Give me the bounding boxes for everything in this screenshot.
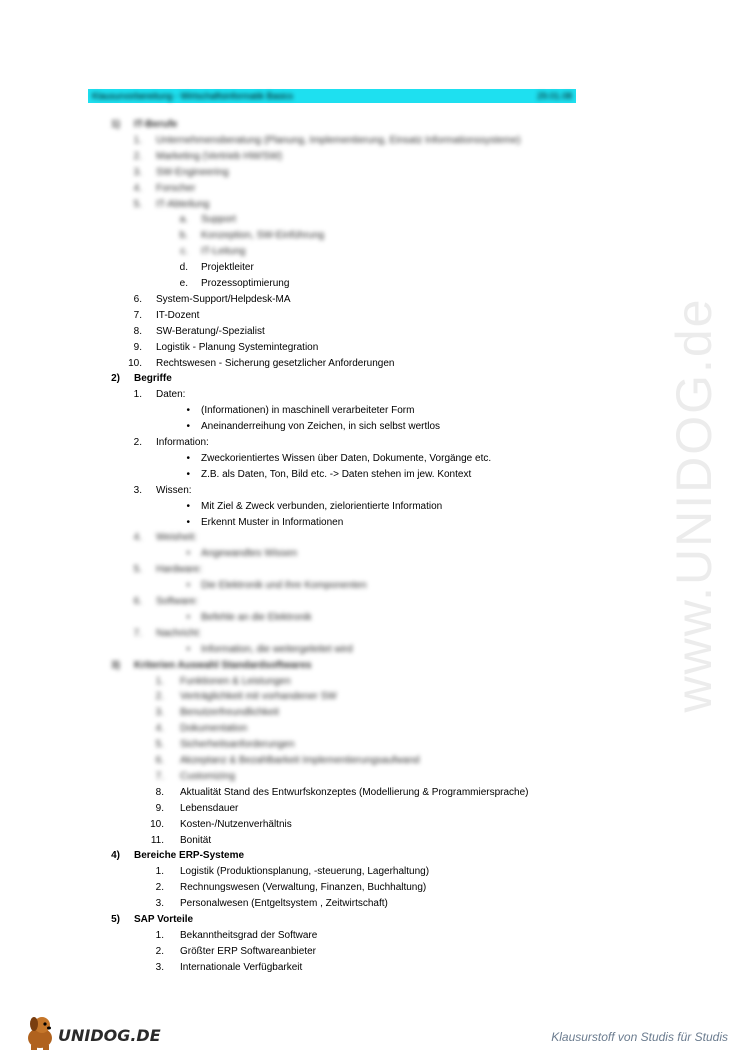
list-number: 8. bbox=[155, 786, 164, 798]
list-text: Mit Ziel & Zweck verbunden, zielorientierte Information bbox=[201, 500, 443, 512]
list-number: 5. bbox=[133, 198, 142, 210]
list-text: Verträglichkeit mit vorhandener SW bbox=[180, 691, 337, 703]
list-number: 3. bbox=[155, 961, 164, 973]
bullet-icon: • bbox=[186, 500, 190, 512]
list-number: 11. bbox=[150, 834, 164, 846]
list-text: Dokumentation bbox=[180, 723, 248, 735]
list-text: Daten: bbox=[156, 389, 186, 401]
document-header-bar bbox=[88, 89, 576, 103]
list-number: 9. bbox=[155, 802, 164, 814]
list-text: Rechnungswesen (Verwaltung, Finanzen, Buchhaltung) bbox=[180, 882, 427, 894]
list-number: c. bbox=[180, 246, 188, 258]
bullet-icon: • bbox=[186, 580, 190, 592]
list-text: Akzeptanz & Bezahlbarkeit Implementierungsaufwand bbox=[180, 755, 420, 766]
list-number: 1) bbox=[111, 119, 120, 130]
list-text: Rechtswesen - Sicherung gesetzlicher Anforderungen bbox=[156, 357, 395, 369]
list-number: 3. bbox=[155, 898, 164, 910]
list-number: 7. bbox=[155, 770, 164, 782]
list-text: Z.B. als Daten, Ton, Bild etc. -> Daten stehen im jew. Kontext bbox=[201, 468, 472, 480]
document-title: Klausurvorbereitung - Wirtschaftsinformatik Basics bbox=[92, 91, 294, 101]
bullet-icon: • bbox=[186, 611, 190, 623]
list-number: 6. bbox=[155, 755, 164, 766]
list-text: Forscher bbox=[156, 182, 196, 194]
list-number: 1. bbox=[155, 929, 164, 941]
list-text: Personalwesen (Entgeltsystem , Zeitwirtschaft) bbox=[180, 898, 388, 910]
list-text: IT-Dozent bbox=[156, 309, 200, 321]
list-text: System-Support/Helpdesk-MA bbox=[156, 293, 291, 305]
list-number: 10. bbox=[128, 357, 142, 369]
list-number: 4. bbox=[133, 532, 142, 544]
list-number: 2. bbox=[155, 945, 164, 957]
bullet-icon: • bbox=[186, 468, 190, 480]
list-text: SW-Engineering bbox=[156, 166, 229, 178]
bullet-icon: • bbox=[186, 405, 190, 417]
list-text: Befehle an die Elektronik bbox=[201, 611, 312, 623]
list-text: Logistik - Planung Systemintegration bbox=[156, 341, 319, 353]
bullet-icon: • bbox=[186, 421, 190, 433]
list-number: 4) bbox=[111, 850, 120, 862]
list-number: 5. bbox=[133, 564, 142, 576]
list-text: Wissen: bbox=[156, 484, 192, 496]
list-text: Kosten-/Nutzenverhältnis bbox=[180, 818, 292, 830]
list-text: Benutzerfreundlichkeit bbox=[180, 707, 279, 719]
list-number: 4. bbox=[133, 182, 142, 194]
list-number: 7. bbox=[133, 309, 142, 321]
list-text: Hardware: bbox=[156, 564, 203, 576]
list-number: 7. bbox=[133, 627, 142, 639]
list-number: 3. bbox=[155, 707, 164, 719]
list-text: Projektleiter bbox=[201, 262, 254, 274]
list-text: SW-Beratung/-Spezialist bbox=[156, 325, 265, 337]
list-text: IT-Berufe bbox=[134, 119, 178, 130]
list-text: Aneinanderreihung von Zeichen, in sich selbst wertlos bbox=[201, 421, 441, 433]
list-text: Konzeption, SW-Einführung bbox=[201, 230, 325, 242]
list-text: IT-Abteilung bbox=[156, 198, 210, 210]
list-number: a. bbox=[179, 214, 188, 226]
list-text: Logistik (Produktionsplanung, -steuerung, Lagerhaltung) bbox=[180, 866, 430, 878]
list-text: Support bbox=[201, 214, 237, 226]
list-number: 6. bbox=[133, 596, 142, 607]
list-text: Aktualität Stand des Entwurfskonzeptes (Modellierung & Programmiersprache) bbox=[180, 786, 529, 798]
list-text: Prozessoptimierung bbox=[201, 278, 290, 289]
list-text: Zweckorientiertes Wissen über Daten, Dokumente, Vorgänge etc. bbox=[201, 452, 492, 464]
watermark: www.UNIDOG.de bbox=[666, 297, 722, 713]
list-number: 3. bbox=[133, 484, 142, 496]
list-text: Internationale Verfügbarkeit bbox=[180, 961, 303, 973]
list-text: Nachricht: bbox=[156, 627, 202, 639]
list-number: 1. bbox=[133, 134, 142, 146]
bullet-icon: • bbox=[186, 643, 190, 655]
list-text: SAP Vorteile bbox=[134, 914, 194, 925]
list-number: 4. bbox=[155, 723, 164, 735]
list-number: 3) bbox=[111, 659, 120, 671]
list-text: Software: bbox=[156, 596, 199, 607]
list-text: Lebensdauer bbox=[180, 802, 239, 814]
list-number: d. bbox=[179, 262, 188, 274]
list-number: 2. bbox=[133, 150, 142, 162]
list-number: 2) bbox=[111, 373, 120, 385]
list-text: Bereiche ERP-Systeme bbox=[134, 850, 245, 862]
list-number: 3. bbox=[133, 166, 142, 178]
list-text: Größter ERP Softwareanbieter bbox=[180, 945, 316, 957]
list-text: Marketing (Vertrieb HW/SW) bbox=[156, 150, 283, 162]
list-number: 1. bbox=[133, 389, 142, 401]
list-number: 1. bbox=[155, 866, 164, 878]
list-text: Information: bbox=[156, 437, 209, 448]
list-text: Sicherheitsanforderungen bbox=[180, 739, 295, 751]
list-number: 9. bbox=[133, 341, 142, 353]
unidog-logo bbox=[22, 1012, 161, 1052]
list-number: 6. bbox=[133, 293, 142, 305]
list-text: Weisheit: bbox=[156, 532, 197, 544]
list-number: 1. bbox=[155, 675, 164, 687]
list-number: 5. bbox=[155, 739, 164, 751]
list-text: Kriterien Auswahl Standardsoftwares bbox=[134, 659, 312, 671]
list-text: (Informationen) in maschinell verarbeiteter Form bbox=[201, 405, 415, 417]
list-number: 2. bbox=[155, 691, 164, 703]
list-number: e. bbox=[179, 278, 188, 289]
list-text: Erkennt Muster in Informationen bbox=[201, 516, 344, 528]
list-number: 2. bbox=[133, 437, 142, 448]
list-text: Customizing bbox=[180, 770, 236, 782]
list-text: Bekanntheitsgrad der Software bbox=[180, 929, 318, 941]
list-number: 8. bbox=[133, 325, 142, 337]
list-number: b. bbox=[179, 230, 188, 242]
list-number: 5) bbox=[111, 914, 120, 925]
list-number: 10. bbox=[150, 818, 164, 830]
list-number: 2. bbox=[155, 882, 164, 894]
bullet-icon: • bbox=[186, 516, 190, 528]
bullet-icon: • bbox=[186, 452, 190, 464]
document-date: 29.01.08 bbox=[536, 91, 572, 101]
logo-text: UNIDOG.DE bbox=[58, 1026, 161, 1045]
footer-tagline: Klausurstoff von Studis für Studis bbox=[551, 1030, 728, 1044]
list-text: Funktionen & Leistungen bbox=[180, 675, 291, 687]
list-text: Begriffe bbox=[134, 373, 172, 385]
list-text: Information, die weitergeleitet wird bbox=[201, 643, 353, 655]
bullet-icon: • bbox=[186, 548, 190, 560]
list-text: Bonität bbox=[180, 834, 212, 846]
list-text: Angewandtes Wissen bbox=[201, 548, 298, 560]
list-text: IT-Leitung bbox=[201, 246, 246, 258]
list-text: Die Elektronik und ihre Komponenten bbox=[201, 580, 367, 592]
list-text: Unternehmensberatung (Planung, Implementierung, Einsatz Informationssysteme) bbox=[156, 134, 521, 146]
dog-icon bbox=[22, 1012, 58, 1052]
